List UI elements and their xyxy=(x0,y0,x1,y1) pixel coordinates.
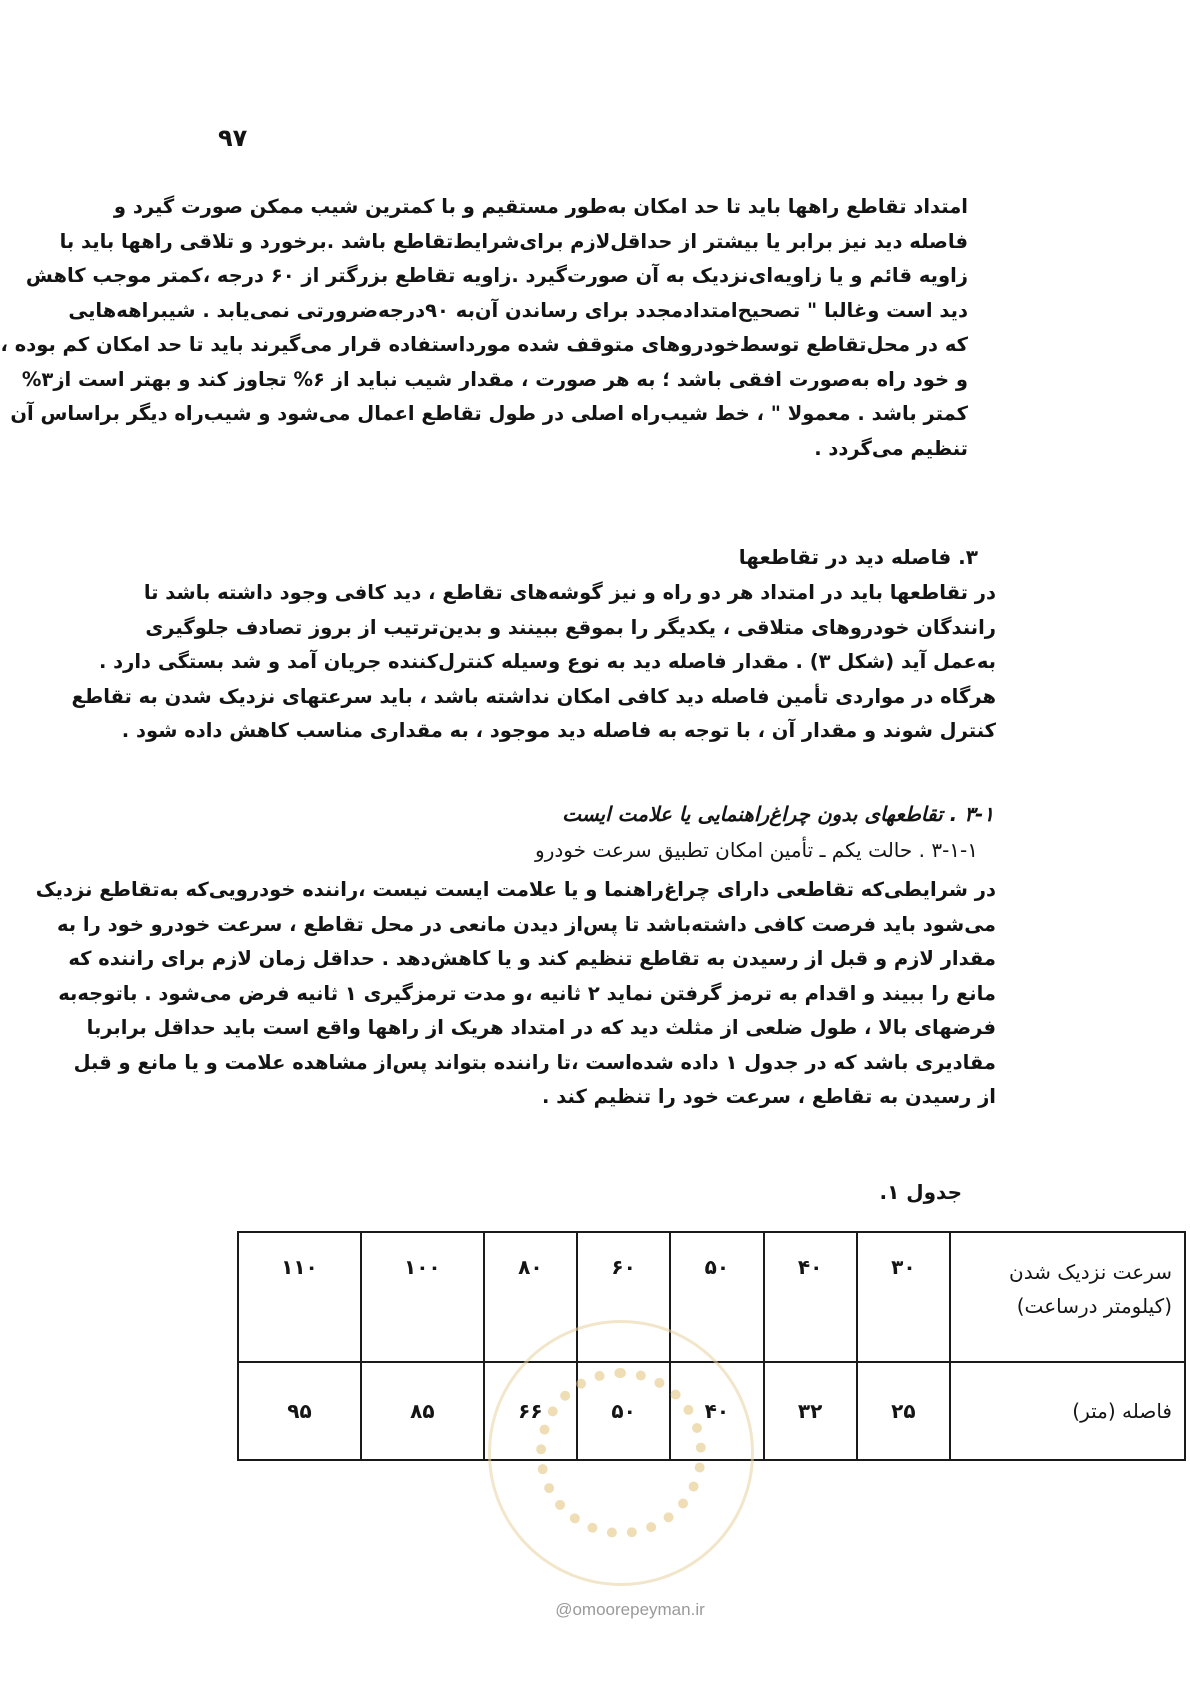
paragraph-line: دید است وغالبا " تصحیح‌امتداد‌مجدد برای رساندن آن‌به ۹۰درجه‌ضرورتی نمی‌یابد . شیبراهه‌هایی xyxy=(68,298,968,322)
paragraph-line: فاصله دید نیز برابر یا بیشتر از حداقل‌لازم برای‌شرایط‌تقاطع باشد .برخورد و تلاقی راهها باید با xyxy=(59,229,968,253)
table-cell: ۶۰ xyxy=(577,1232,670,1362)
section-heading-3-1-1: ۳-۱-۱ . حالت یکم ـ تأمین امکان تطبیق سرعت خودرو xyxy=(535,838,978,862)
table-cell: ۹۵ xyxy=(238,1362,361,1460)
paragraph-line: و خود راه به‌صورت افقی باشد ؛ به هر صورت ، مقدار شیب نباید از ۶% تجاوز کند و بهتر است از۳% xyxy=(21,367,968,391)
table-caption: جدول ۱. xyxy=(879,1180,962,1204)
table-cell: ۸۵ xyxy=(361,1362,484,1460)
paragraph-line: هرگاه در مواردی تأمین فاصله دید کافی امکان نداشته باشد ، باید سرعتهای نزدیک شدن به تقاطع xyxy=(71,684,996,708)
watermark-seal-icon xyxy=(488,1320,754,1586)
paragraph-line: مانع را ببیند و اقدام به ترمز گرفتن نماید ۲ ثانیه ،و مدت ترمزگیری ۱ ثانیه فرض می‌شود . باتوجه‌به xyxy=(58,981,996,1005)
paragraph-line: مقادیری باشد که در جدول ۱ داده شده‌است ،تا راننده بتواند پس‌از مشاهده علامت و یا مانع و قبل xyxy=(73,1050,996,1074)
paragraph-line: مقدار لازم و قبل از رسیدن به تقاطع تنظیم کند و یا کاهش‌دهد . حداقل زمان لازم برای راننده که xyxy=(68,947,996,970)
paragraph-speed-adjustment xyxy=(35,873,996,1115)
paragraph-line: زاویه قائم و یا زاویه‌ای‌نزدیک به آن صورت‌گیرد .زاویه تقاطع بزرگتر از ۶۰ درجه ،کمتر موجب کاهش xyxy=(25,264,968,287)
table-row-speed xyxy=(238,1232,1185,1362)
paragraph-line: کنترل شوند و مقدار آن ، با توجه به فاصله دید موجود ، به مقداری مناسب کاهش داده شود . xyxy=(121,719,996,742)
table-cell: ۶۶ xyxy=(484,1362,577,1460)
paragraph-line: در شرایطی‌که تقاطعی دارای چراغ‌راهنما و یا علامت ایست نیست ،راننده خودرویی‌که به‌تقاطع نزدیک xyxy=(35,878,996,901)
table-cell: ۲۵ xyxy=(857,1362,950,1460)
paragraph-line: در تقاطعها باید در امتداد هر دو راه و نیز گوشه‌های تقاطع ، دید کافی وجود داشته باشد تا xyxy=(143,581,996,604)
label-line: سرعت نزدیک شدن xyxy=(1009,1260,1172,1284)
table-row-label: فاصله (متر) xyxy=(950,1362,1185,1460)
table-cell: ۳۲ xyxy=(764,1362,857,1460)
table-cell: ۳۰ xyxy=(857,1232,950,1362)
section-heading-3-1: ۳-۱ . تقاطعهای بدون چراغ‌راهنمایی یا علامت ایست xyxy=(562,802,994,826)
table-cell: ۱۱۰ xyxy=(238,1232,361,1362)
paragraph-line: که در محل‌تقاطع توسط‌خودروهای متوقف شده مورداستفاده قرار می‌گیرند باید تا حد امکان کم بوده ، xyxy=(0,333,968,356)
page-number: ۹۷ xyxy=(218,124,248,152)
paragraph-sight-distance xyxy=(71,576,996,749)
section-heading-3: ۳. فاصله دید در تقاطعها xyxy=(738,545,978,569)
table-cell: ۱۰۰ xyxy=(361,1232,484,1362)
paragraph-line: کمتر باشد . معمولا " ، خط شیب‌راه اصلی در طول تقاطع اعمال می‌شود و شیب‌راه دیگر براساس آن xyxy=(10,402,968,425)
paragraph-line: فرضهای بالا ، طول ضلعی از مثلث دید که در امتداد هریک از راهها واقع است باید حداقل برابربا xyxy=(86,1016,996,1039)
label-line: (کیلومتر درساعت) xyxy=(1016,1294,1172,1318)
table-cell: ۴۰ xyxy=(764,1232,857,1362)
paragraph-road-grade xyxy=(0,190,968,466)
table-row-label xyxy=(950,1232,1185,1362)
paragraph-line: از رسیدن به تقاطع ، سرعت خود را تنظیم کند . xyxy=(542,1085,996,1108)
table-cell: ۵۰ xyxy=(577,1362,670,1460)
paragraph-line: تنظیم می‌گردد . xyxy=(814,436,968,460)
paragraph-line: امتداد تقاطع راهها باید تا حد امکان به‌طور مستقیم و با کمترین شیب ممکن صورت گیرد و xyxy=(113,195,968,218)
paragraph-line: می‌شود باید فرصت کافی داشته‌باشد تا پس‌از دیدن مانعی در محل تقاطع ، سرعت خودرو خود را به xyxy=(56,912,996,936)
paragraph-line: رانندگان خودروهای متلاقی ، یکدیگر را بموقع ببینند و بدین‌ترتیب از بروز تصادف جلوگیری xyxy=(145,615,996,639)
watermark-url: @omoorepeyman.ir xyxy=(555,1600,705,1619)
table-cell: ۸۰ xyxy=(484,1232,577,1362)
table-cell: ۵۰ xyxy=(670,1232,763,1362)
table-cell: ۴۰ xyxy=(670,1362,763,1460)
paragraph-line: به‌عمل آید (شکل ۳) . مقدار فاصله دید به نوع وسیله کنترل‌کننده جریان آمد و شد بستگی دارد . xyxy=(98,650,996,673)
